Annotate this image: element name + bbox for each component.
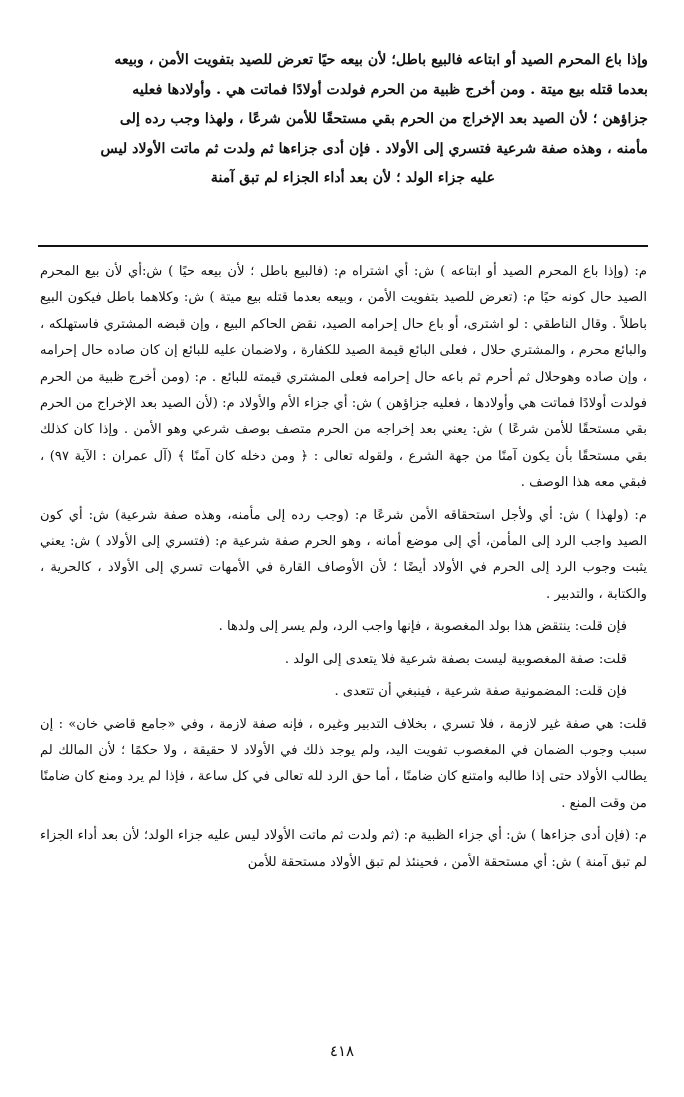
sharh-paragraph: م: (ولهذا ) ش: أي ولأجل استحقاقه الأمن شرعًا م: (وجب رده إلى مأمنه، وهذه صفة شرعية) ش: أي كون الصيد واجب الرد إلى المأمن، أي إلى موضع أمانه ، وهو الحرم صفة شرعية م: (فتسري إلى الأولاد ) ش: يعني يثبت وجوب الرد إلى الحرم في الأولاد أيضًا ؛ لأن الأوصاف القارة في الأمهات تسري إلى الأولاد ، كالحرية ، والكتابة ، والتدبير . <box>40 507 647 602</box>
matn-line: مأمنه ، وهذه صفة شرعية فتسري إلى الأولاد . فإن أدى جزاءها ثم ولدت ثم ماتت الأولاد ليس <box>100 140 648 157</box>
sharh-paragraph: م: (وإذا باع المحرم الصيد أو ابتاعه ) ش: أي اشتراه م: (فالبيع باطل ؛ لأن بيعه حيًا ) ش:أي لأن بيع المحرم الصيد حال كونه حيًا م: (تعرض للصيد بتفويت الأمن ، وبيعه بعدما قتله بيع ميتة ) ش: وكلاهما باطل فيكون البيع باطلاً . وقال الناطقي : لو اشترى، أو باع حال إحرامه الصيد، نقض الحاكم البيع ، وإن قبضه المشتري فاستهلكه ، والبائع محرم ، والمشتري حلال ، فعلى البائع قيمة الصيد للكفارة ، ولاضمان عليه للبائع إن كان صاده حال إحرامه ، وإن صاده وهوحلال ثم أحرم ثم باعه حال إحرامه فعلى المشتري قيمته للبائع . م: (ومن أخرج ظبية من الحرم فولدت أولادًا فماتت هي وأولادها ، فعليه جزاؤهن ) ش: أي جزاء الأم والأولاد م: (لأن الصيد بعد الإخراج من الحرم بقي مستحقًا للأمن شرعًا ) ش: يعني بعد إخراجه من الحرم متصف بوصف شرعي وهو الأمن . وإذا كان كذلك بقي مستحقًا بأن يكون آمنًا من جهة الشرع ، ولقوله تعالى : ﴿ ومن دخله كان آمنًا ﴾ (آل عمران : الآية ٩٧) ، فبقي معه هذا الوصف . <box>40 264 648 491</box>
sharh-paragraph: م: (فإن أدى جزاءها ) ش: أي جزاء الظبية م: (ثم ولدت ثم ماتت الأولاد ليس عليه جزاء الولد؛ لأن بعد أداء الجزاء لم تبق آمنة ) ش: أي مستحقة الأمن ، فحينئذ لم تبق الأولاد مستحقة للأمن <box>40 828 647 870</box>
page-number: ٤١٨ <box>329 1042 355 1060</box>
objection-paragraph: فإن قلت: ينتقض هذا بولد المغصوبة ، فإنها واجب الرد، ولم يسر إلى ولدها . <box>218 619 627 635</box>
matn-line: بعدما قتله بيع ميتة . ومن أخرج ظبية من الحرم فولدت أولادًا فماتت هي . وأولادها فعليه <box>132 81 648 98</box>
matn-text <box>58 46 648 194</box>
reply-paragraph: قلت: صفة المغصوبية ليست بصفة شرعية فلا يتعدى إلى الولد . <box>284 651 627 667</box>
matn-line: جزاؤهن ؛ لأن الصيد بعد الإخراج من الحرم بقي مستحقًا للأمن شرعًا ، ولهذا وجب رده إلى <box>119 111 648 127</box>
matn-block <box>58 46 648 194</box>
matn-line: وإذا باع المحرم الصيد أو ابتاعه فالبيع باطل؛ لأن بيعه حيًا تعرض للصيد بتفويت الأمن ، وبيعه <box>114 52 648 68</box>
matn-line: عليه جزاء الولد ؛ لأن بعد أداء الجزاء لم تبق آمنة <box>210 170 496 186</box>
objection-paragraph: فإن قلت: المضمونية صفة شرعية ، فينبغي أن تتعدى . <box>334 684 627 700</box>
sharh-commentary <box>40 259 647 876</box>
reply-paragraph: قلت: هي صفة غير لازمة ، فلا تسري ، بخلاف التدبير وغيره ، فإنه صفة لازمة ، وفي «جامع قاضي خان» : إن سبب وجوب الضمان في المغصوب تفويت اليد، ولم يوجد ذلك في الأولاد لا حقيقة ، ولا حكمًا ؛ لأن المالك لم يطالب الأولاد حتى إذا طالبه وامتنع كان ضامنًا ، أما حق الرد لله تعالى في كل ساعة ، فإذا لم يرد ومنع كان ضامنًا من وقت المنع . <box>40 716 647 811</box>
separator-rule <box>38 245 648 247</box>
